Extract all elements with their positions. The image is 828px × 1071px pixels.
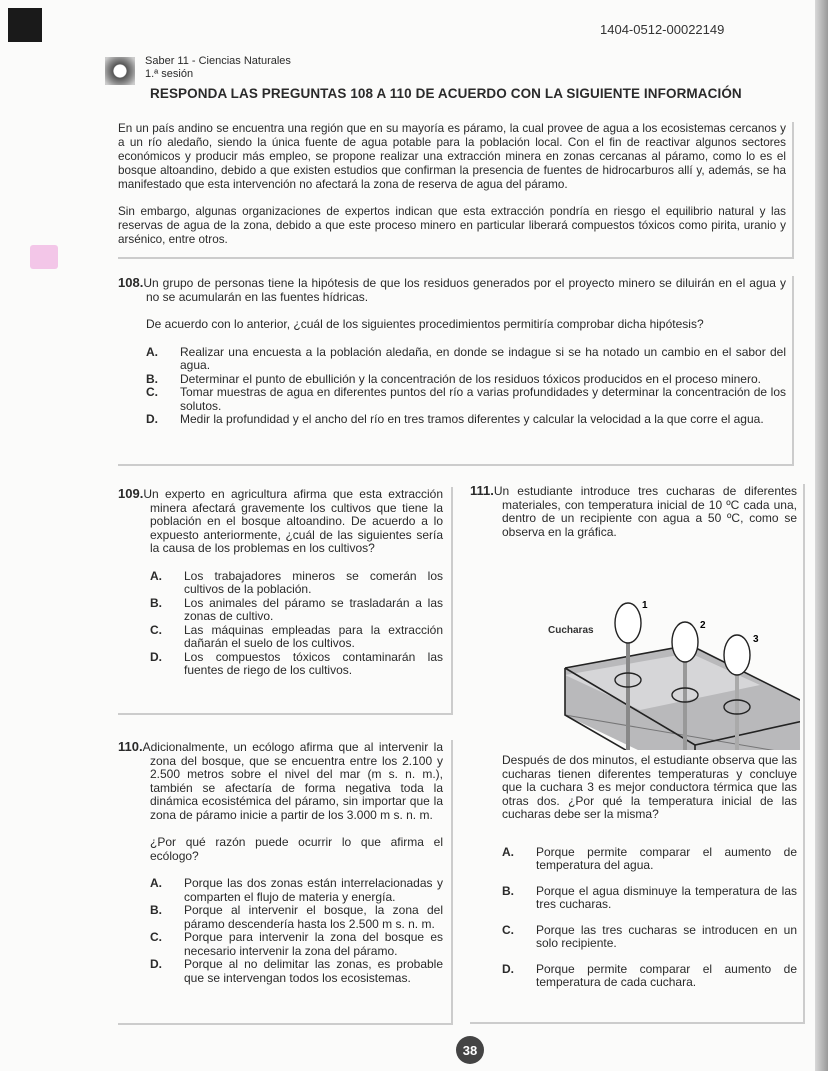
exam-logo-icon: [105, 57, 135, 85]
option-d[interactable]: [150, 651, 443, 678]
option-b[interactable]: [146, 373, 786, 387]
option-letter: B.: [146, 371, 158, 386]
question-number: 109.: [118, 486, 144, 501]
spoon-label: 3: [753, 634, 759, 645]
option-text: Porque al intervenir el bosque, la zona del páramo descendería hasta los 2.500 m s. n. m.: [184, 903, 443, 931]
option-a[interactable]: [146, 346, 786, 373]
option-letter: B.: [150, 903, 162, 917]
question-110: [118, 740, 453, 1025]
option-text: Realizar una encuesta a la población aledaña, en donde se indague si se ha notado un cambio en el sabor del agua.: [180, 344, 786, 372]
option-b[interactable]: [150, 904, 443, 931]
option-letter: A.: [146, 344, 158, 359]
option-c[interactable]: [146, 386, 786, 413]
exam-header: [145, 55, 291, 81]
option-text: Determinar el punto de ebullición y la concentración de los residuos tóxicos producidos en el proceso minero.: [180, 371, 761, 386]
option-d[interactable]: [146, 413, 786, 427]
intro-box: [118, 122, 794, 259]
option-a[interactable]: [150, 877, 443, 904]
option-text: Porque el agua disminuye la temperatura de las tres cucharas.: [536, 883, 797, 911]
scan-corner-mark: [8, 8, 42, 42]
subject: Saber 11 - Ciencias Naturales: [145, 55, 291, 67]
option-text: Porque para intervenir la zona del bosque es necesario intervenir la zona del páramo.: [184, 930, 443, 958]
option-text: Porque las dos zonas están interrelacionadas y comparten el flujo de materia y energía.: [184, 876, 443, 904]
option-letter: A.: [502, 844, 514, 859]
section-heading: RESPONDA LAS PREGUNTAS 108 A 110 DE ACUERDO CON LA SIGUIENTE INFORMACIÓN: [150, 86, 742, 101]
option-text: Medir la profundidad y el ancho del río en tres tramos diferentes y calcular la velocidad a la que corre el agua.: [180, 412, 764, 426]
spoon-label: 1: [642, 600, 648, 611]
sticker-mark: [30, 245, 58, 269]
option-letter: A.: [150, 568, 162, 583]
spoons-figure: [470, 545, 800, 750]
option-letter: C.: [146, 385, 158, 399]
option-d[interactable]: [502, 963, 797, 990]
option-letter: C.: [150, 622, 162, 637]
option-letter: D.: [150, 957, 162, 971]
option-letter: D.: [150, 649, 162, 664]
option-c[interactable]: [150, 624, 443, 651]
question-prompt: De acuerdo con lo anterior, ¿cuál de los siguientes procedimientos permitiría comprobar dicha hipótesis?: [146, 317, 704, 331]
option-text: Los trabajadores mineros se comerán los cultivos de la población.: [184, 568, 443, 596]
question-number: 108.: [118, 275, 144, 290]
question-109: [118, 487, 453, 715]
intro-paragraph: Sin embargo, algunas organizaciones de expertos indican que esta extracción pondría en riesgo el equilibrio natural y las reservas de agua de la zona, debido a que este proceso minero en particular liberará compuestos tóxicos como pirita, uranio y arsénico, entre otros.: [118, 205, 786, 246]
question-111: [470, 484, 805, 1024]
question-stem: Un grupo de personas tiene la hipótesis de que los residuos generados por el proyecto minero se diluirán en el agua y no se acumularán en las fuentes hídricas.: [143, 276, 786, 304]
option-text: Los animales del páramo se trasladarán a las zonas de cultivo.: [184, 595, 443, 623]
document-id: 1404-0512-00022149: [600, 22, 725, 37]
question-prompt: Después de dos minutos, el estudiante observa que las cucharas tienen diferentes temperaturas y concluye que la cuchara 3 es mejor conductora térmica que las otras dos. ¿Por qué la temperatura inicial de las cucharas debe ser la misma?: [502, 753, 797, 821]
question-stem: Adicionalmente, un ecólogo afirma que al intervenir la zona del bosque, que se encuentra entre los 2.100 y 2.500 metros sobre el nivel del mar (m s. n. m.), también se afectaría de forma negativa toda la dinámica ecosistémica del páramo, sin importar que la zona de páramo inicie a partir de los 3.000 m s. n. m.: [142, 740, 443, 822]
question-stem: Un experto en agricultura afirma que esta extracción minera afectará gravemente los cultivos que tiene la población en el bosque altoandino. De acuerdo a lo expuesto anteriormente, ¿cuál de las siguientes sería la causa de los problemas en los cultivos?: [143, 487, 443, 555]
option-letter: A.: [150, 876, 162, 890]
option-text: Tomar muestras de agua en diferentes puntos del río a varias profundidades y determinar la concentración de los solutos.: [180, 385, 786, 413]
question-number: 110.: [118, 739, 143, 754]
spoon-label: 2: [700, 620, 706, 631]
option-letter: D.: [146, 412, 158, 426]
option-letter: D.: [502, 961, 514, 976]
option-text: Las máquinas empleadas para la extracción dañarán el suelo de los cultivos.: [184, 622, 443, 650]
page-number: 38: [456, 1036, 484, 1064]
options-108: [118, 346, 786, 427]
option-text: Los compuestos tóxicos contaminarán las fuentes de riego de los cultivos.: [184, 649, 443, 677]
option-letter: C.: [150, 930, 162, 944]
option-text: Porque las tres cucharas se introducen en un solo recipiente.: [536, 922, 797, 950]
session: 1.ª sesión: [145, 68, 194, 80]
question-108: [118, 276, 794, 466]
question-stem: Un estudiante introduce tres cucharas de diferentes materiales, con temperatura inicial de 10 ºC cada una, dentro de un recipiente con agua a 50 ºC, como se observa en la gráfica.: [493, 484, 797, 539]
option-letter: B.: [502, 883, 514, 898]
option-c[interactable]: [150, 931, 443, 958]
option-b[interactable]: [150, 597, 443, 624]
figure-label: Cucharas: [548, 625, 594, 636]
option-text: Porque permite comparar el aumento de temperatura del agua.: [536, 844, 797, 872]
option-a[interactable]: [150, 570, 443, 597]
intro-paragraph: En un país andino se encuentra una región que en su mayoría es páramo, la cual provee de agua a los ecosistemas cercanos y a un río aledaño, siendo la única fuente de agua potable para la población local. Con el fin de reactivar algunos sectores económicos y producir más empleo, se propone realizar una extracción minera en zonas cercanas al páramo, como lo es el bosque altoandino, debido a que existen estudios que confirman la presencia de fuentes de hidrocarburos allí y, además, se ha manifestado que esta intervención no afectará la zona de reserva de agua del páramo.: [118, 122, 786, 191]
question-number: 111.: [470, 483, 494, 498]
question-prompt: ¿Por qué razón puede ocurrir lo que afirma el ecólogo?: [150, 835, 443, 863]
option-a[interactable]: [502, 846, 797, 873]
option-letter: B.: [150, 595, 162, 610]
page-edge-shadow: [815, 0, 828, 1071]
option-text: Porque al no delimitar las zonas, es probable que se intervengan todos los ecosistemas.: [184, 957, 443, 985]
option-b[interactable]: [502, 885, 797, 912]
option-letter: C.: [502, 922, 514, 937]
option-d[interactable]: [150, 958, 443, 985]
option-text: Porque permite comparar el aumento de temperatura de cada cuchara.: [536, 961, 797, 989]
option-c[interactable]: [502, 924, 797, 951]
